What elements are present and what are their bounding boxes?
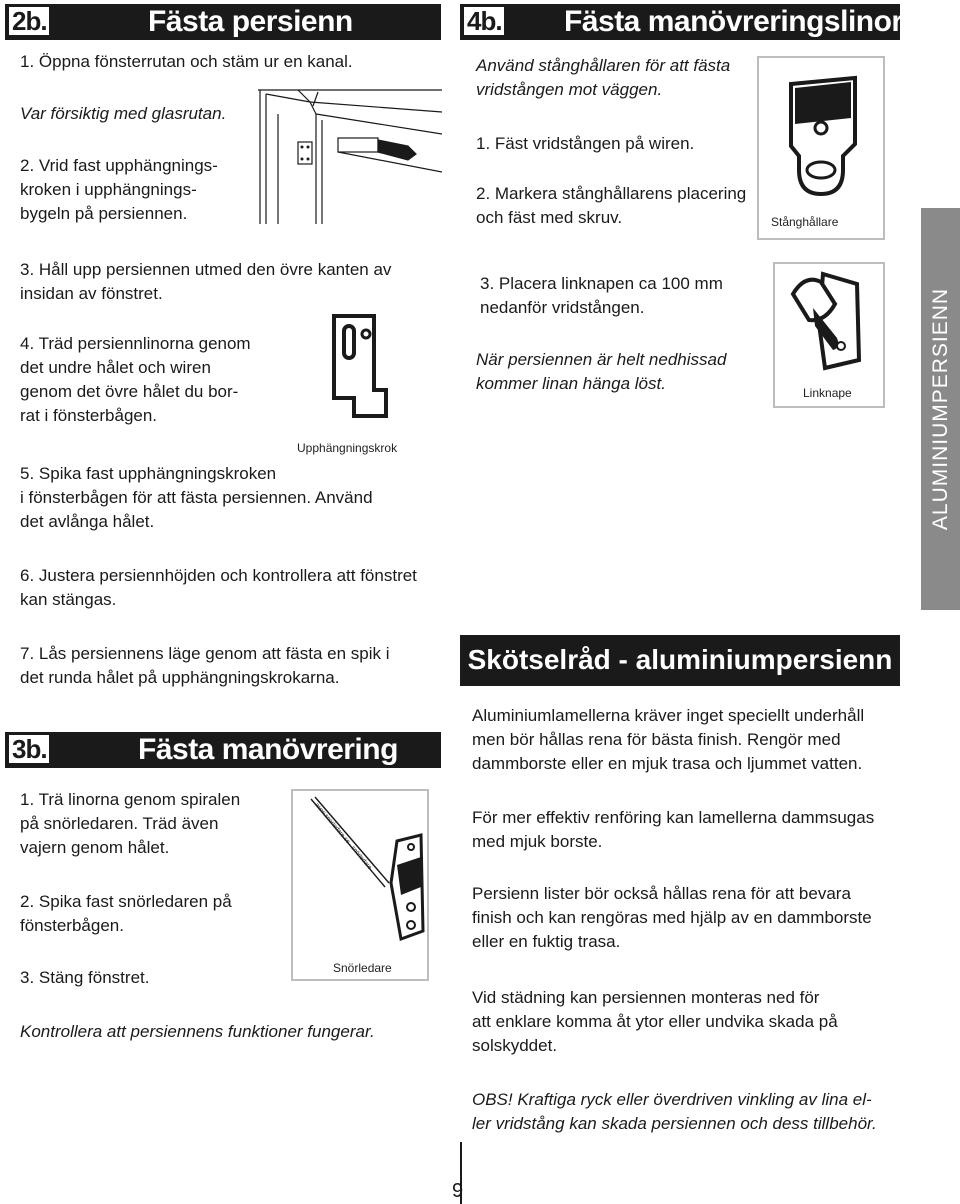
step-text: 3. Stäng fönstret. — [20, 968, 150, 987]
section-2b-header — [5, 4, 441, 40]
care-warning: OBS! Kraftiga ryck eller överdriven vinkling av lina el- ler vridstång kan skada persiennen och dess tillbehör. — [472, 1090, 877, 1133]
warning-text: Var försiktig med glasrutan. — [20, 104, 227, 123]
step-text: 3. Placera linknapen ca 100 mm nedanför vridstången. — [480, 274, 723, 317]
care-paragraph: Vid städning kan persiennen monteras ned för att enklare komma åt ytor eller undvika skada på solskyddet. — [472, 988, 838, 1055]
category-sidebar — [921, 208, 960, 610]
section-title: Fästa manövreringslinor — [564, 5, 903, 38]
care-title: Skötselråd - aluminiumpersienn — [467, 644, 893, 675]
step-text: 1. Trä linorna genom spiralen på snörledaren. Träd även vajern genom hålet. — [20, 790, 241, 857]
cord-knob-illustration — [775, 264, 883, 384]
svg-text:www.snorledare.se · snörledare: www.snorledare.se · snörledare — [313, 802, 373, 871]
section-number: 2b. — [7, 5, 51, 37]
section-title: Fästa manövrering — [138, 733, 398, 766]
section-title: Fästa persienn — [148, 5, 353, 38]
rod-holder-caption: Stånghållare — [771, 215, 839, 229]
category-label: ALUMINIUMPERSIENN — [928, 287, 952, 531]
hook-caption: Upphängningskrok — [297, 441, 398, 455]
step-text: 7. Lås persiennens läge genom att fästa en spik i det runda hålet på upphängningskrokarna. — [20, 644, 390, 687]
step-text: 1. Fäst vridstången på wiren. — [476, 134, 695, 153]
care-paragraph: Aluminiumlamellerna kräver inget speciellt underhåll men bör hållas rena för bästa finish. Rengör med dammborste eller en mjuk trasa och ljummet vatten. — [472, 706, 865, 773]
care-paragraph: För mer effektiv renföring kan lamellerna dammsugas med mjuk borste. — [472, 808, 875, 851]
step-text: 1. Öppna fönsterrutan och stäm ur en kanal. — [20, 52, 353, 71]
section-number: 4b. — [462, 5, 506, 37]
check-note: Kontrollera att persiennens funktioner fungerar. — [20, 1022, 375, 1041]
step-text: 2. Vrid fast upphängnings- kroken i upphängnings- bygeln på persiennen. — [20, 156, 218, 223]
page-number: 9 — [452, 1180, 464, 1202]
cord-guide-illustration — [293, 791, 427, 979]
section-4b-header — [460, 4, 903, 40]
step-text: 5. Spika fast upphängningskroken i fönsterbågen för att fästa persiennen. Använd det avlånga hålet. — [20, 464, 373, 531]
step-text: 2. Spika fast snörledaren på fönsterbågen. — [20, 892, 232, 935]
cord-guide-caption: Snörledare — [333, 961, 392, 975]
note-text: När persiennen är helt nedhissad kommer linan hänga löst. — [476, 350, 727, 393]
cord-knob-image — [773, 262, 885, 408]
step-text: 4. Träd persiennlinorna genom det undre hålet och wiren genom det övre hålet du bor- rat i fönsterbågen. — [20, 334, 251, 425]
intro-text: Använd stånghållaren för att fästa vridstången mot väggen. — [476, 56, 731, 99]
step-text: 6. Justera persiennhöjden och kontrollera att fönstret kan stängas. — [20, 566, 417, 609]
care-header — [460, 635, 900, 686]
section-3b-header — [5, 732, 441, 768]
cord-guide-image — [291, 789, 429, 981]
rod-holder-image — [757, 56, 885, 240]
section-number: 3b. — [7, 733, 51, 765]
window-bracket-illustration — [258, 84, 442, 224]
care-paragraph: Persienn lister bör också hållas rena för att bevara finish och kan rengöras med hjälp av en dammborste eller en fuktig trasa. — [472, 884, 872, 951]
step-text: 3. Håll upp persiennen utmed den övre kanten av insidan av fönstret. — [20, 260, 392, 303]
step-text: 2. Markera stånghållarens placering och fäst med skruv. — [476, 184, 747, 227]
rod-holder-illustration — [759, 58, 883, 208]
hook-illustration — [330, 312, 390, 422]
cord-knob-caption: Linknape — [803, 386, 852, 400]
